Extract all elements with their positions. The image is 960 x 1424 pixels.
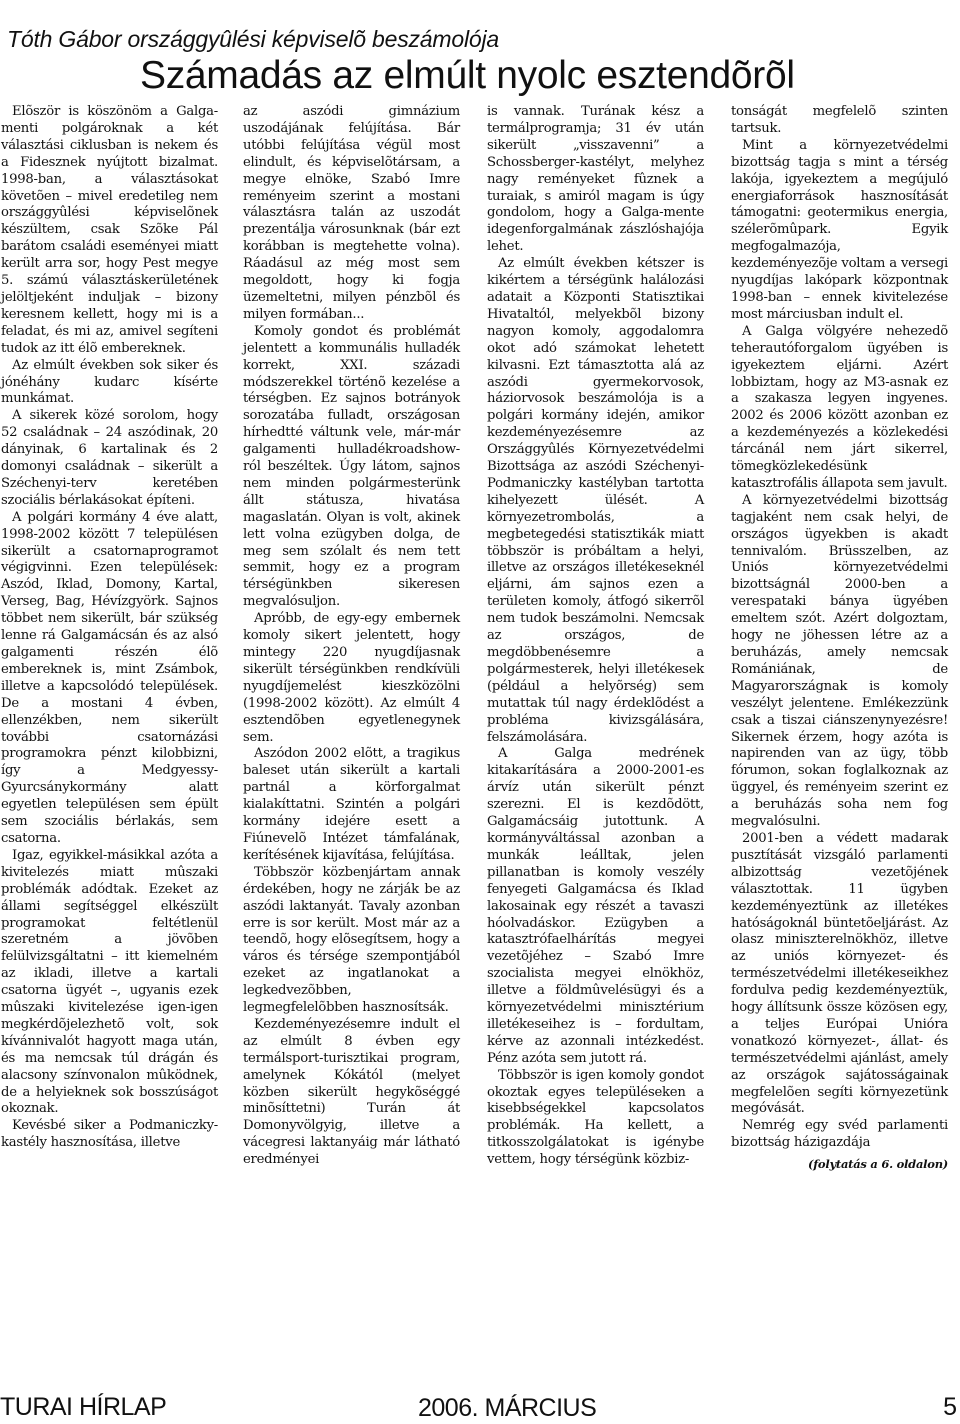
article-column-1 xyxy=(1,104,218,1152)
paragraph: Apróbb, de egy-egy embernek komoly sikert jelentett, hogy mintegy 220 nyugdíjasnak sikerült térségünkben rendkívüli nyugdíjemelést kieszközölni (1998-2002 között). Az elmúlt 4 esztendõben egyetlenegynek sem. xyxy=(243,611,460,745)
article-column-3 xyxy=(487,104,704,1169)
paragraph: A Galga medrének kitakarítására a 2000-2001-es árvíz után sikerült pénzt szerezni. El is kezdõdött, Galgamácsáig jutottunk. A kormányváltással azonban a munkák leálltak, jelen pillanatban is komoly veszély fenyegeti Galgamácsa és Iklad lakosainak egy részét a tavaszi hóolvadáskor. Ezügyben a katasztrófaelhárítás megyei vezetõjéhez – Szabó Imre szocialista megyei elnökhöz, illetve a földmûvelésügyi és a környezetvédelmi minisztérium illetékeseihez is – fordultam, kérve az azonnali intézkedést. Pénz azóta sem jutott rá. xyxy=(487,746,704,1066)
paragraph: A Galga völgyére nehezedõ teherautóforgalom ügyében is igyekeztem eljárni. Azért lobbiztam, hogy az M3-asnak ez a szakasza legyen ingyenes. 2002 és 2006 között azonban ez a kezdeményezés a közlekedési tárcánál nem járt sikerrel, tömegközlekedésünk katasztrofális állapota sem javult. xyxy=(731,323,948,491)
page-number: 5 xyxy=(943,1393,957,1421)
paragraph: A sikerek közé sorolom, hogy 52 családnak – 24 aszódinak, 20 dányinak, 6 kartalinak és 2 domonyi családnak – sikerült a Széchenyi-terv keretében szociális bérlakásokat építeni. xyxy=(1,408,218,508)
paragraph: Kezdeményezésemre indult el az elmúlt 8 évben egy termálsport-turisztikai program, amelynek Kókától (melyet közben sikerült hegykõséggé minõsíttetni) Turán át Domonyvölgyig, illetve a vácegresi laktanyáig már látható eredményei xyxy=(243,1016,460,1168)
paragraph: A környezetvédelmi bizottság tagjaként nem csak helyi, de országos ügyekben is akadt tennivalóm. Brüsszelben, az Uniós környezetvédelmi bizottságnál 2000-ben a verespataki bánya ügyében emeltem szót. Azért dolgoztam, hogy ne jöhessen létre az a beruházás, amely nemcsak Romániának, de Magyarországnak is komoly veszélyt jelentene. Emlékezzünk csak a tiszai ciánszenynyezésre! Sikernek érzem, hogy azóta is napirenden van az ügy, több fórumon, sokan foglalkoznak az üggyel, és reményeim szerint ez a beruházás soha nem fog megvalósulni. xyxy=(731,492,948,830)
paragraph: Többször közbenjártam annak érdekében, hogy ne zárják be az aszódi laktanyát. Tavaly azonban erre is sor került. Most már az a teendõ, hogy elõsegítsem, hogy a város és térsége szempontjából ezeket az ingatlanokat a legkedvezõbben, legmegfelelõbben hasznosítsák. xyxy=(243,864,460,1016)
article-column-2 xyxy=(243,104,460,1169)
paragraph: Az elmúlt években kétszer is kikértem a térségünk halálozási adatait a Központi Statisztikai Hivataltól, melyekbõl bizony nagyon komoly, aggodalomra okot adó számokat lehetett kilvasni. Ezt támasztotta alá az aszódi gyermekorvosok, háziorvosok beszámolója is a polgári kormány idején, amikor kezdeményezésemre az Országgyûlés Környezetvédelmi Bizottsága az aszódi Széchenyi-Podmaniczky kastélyban tartotta kihelyezett ülését. A környezetrombolás, a megbetegedési statisztikák miatt többször is próbáltam a helyi, illetve az országos illetékeseknél eljárni, ám sajnos ezen a területen komoly, átfogó sikerrõl nem tudok beszámolni. Nemcsak az országos, de megdöbbenésemre a polgármesterek, helyi illetékesek (például a helyõrség) sem mutattak túl nagy érdeklõdést a probléma kivizsgálására, felszámolására. xyxy=(487,256,704,745)
paragraph: Aszódon 2002 elõtt, a tragikus baleset után sikerült a kartali partnál a körforgalmat kialakíttatni. Szintén a polgári kormány idejére esett a Fiúnevelõ Intézet támfalának, kerítésének kijavítása, felújítása. xyxy=(243,746,460,863)
issue-date: 2006. MÁRCIUS xyxy=(418,1394,597,1422)
paragraph: 2001-ben a védett madarak pusztítását vizsgáló parlamenti albizottság vezetõjének választottak. 11 ügyben kezdeményeztünk az illetékes hatóságoknál büntetõeljárást. Az olasz miniszterelnökhöz, illetve az uniós környezet- és természetvédelmi illetékeseikhez fordulva pedig kezdeményeztük, hogy állítsunk össze közösen egy, a teljes Európai Unióra vonatkozó környezet-, állat- és természetvédelmi ajánlást, amely az országok sajátosságainak megfelelõen segíti környezetünk megóvását. xyxy=(731,830,948,1117)
continuation-note: (folytatás a 6. oldalon) xyxy=(808,1157,948,1172)
paragraph: is vannak. Turának kész a termálprogramja; 31 év után sikerült „visszavenni” a Schossberger-kastélyt, melyhez nagy reményeket fûznek a turaiak, s amiról magam is úgy gondolom, hogy a Galga-mente idegenforgalmának zászlóshajója lehet. xyxy=(487,104,704,255)
paragraph: Kevésbé siker a Podmaniczky-kastély hasznosítása, illetve xyxy=(1,1118,218,1151)
article-column-4 xyxy=(731,104,948,1173)
page-footer xyxy=(0,1387,960,1424)
paragraph: Elõször is köszönöm a Galga-menti polgároknak a két választási ciklusban is nekem és a Fidesznek nyújtott bizalmat. 1998-ban, a választásokat követõen – mivel eredetileg nem országgyûlési képviselõnek készültem, csak Szõke Pál barátom családi eseményei miatt került arra sor, hogy Pest megye 5. számú választáskerületének jelöltjeként induljak – bizony keresnem kellett, hogy mi is a feladat, és mi az, amivel segíteni tudok az itt élõ embereknek. xyxy=(1,104,218,356)
paragraph: tonságát megfelelõ szinten tartsuk. xyxy=(731,104,948,136)
article-headline: Számadás az elmúlt nyolc esztendõrõl xyxy=(140,54,795,97)
article-kicker: Tóth Gábor országgyûlési képviselõ beszámolója xyxy=(7,26,499,52)
paragraph: Nemrég egy svéd parlamenti bizottság házigazdája xyxy=(731,1118,948,1151)
publication-name: TURAI HÍRLAP xyxy=(0,1393,167,1421)
paragraph: Igaz, egyikkel-másikkal azóta a kivitelezés miatt mûszaki problémák adódtak. Ezeket az állami segítséggel elkészült programokat feltétlenül szeretném a jövõben felülvizsgáltatni – itt kiemelném az ikladi, illetve a kartali csatorna ügyét –, ugyanis ezek mûszaki kivitelezése igen-igen megkérdõjelezhetõ volt, sok kívánnivalót hagyott maga után, és ma nemcsak túl drágán és alacsony színvonalon mûködnek, de a helyieknek sok bosszúságot okoznak. xyxy=(1,847,218,1117)
paragraph: Komoly gondot és problémát jelentett a kommunális hulladék korrekt, XXI. századi módszerekkel történõ kezelése a térségben. Ez sajnos botrányok sorozatába fulladt, országosan hírhedtté váltunk vele, már-már galgamenti hulladékroadshow-ról beszéltek. Úgy látom, sajnos nem minden polgármesterünk állt státusza, hivatása magaslatán. Olyan is volt, akinek lett volna ezügyben dolga, de meg sem szólalt és nem tett semmit, hogy ez a program térségünkben sikeresen megvalósuljon. xyxy=(243,323,460,610)
paragraph: Többször is igen komoly gondot okoztak egyes településeken a kisebbségekkel kapcsolatos problémák. Ha kellett, a titkosszolgálatokat is igénybe vettem, hogy térségünk közbiz- xyxy=(487,1067,704,1168)
paragraph: A polgári kormány 4 éve alatt, 1998-2002 között 7 településen sikerült a csatornaprogramot végigvinni. Ezen települések: Aszód, Iklad, Domony, Kartal, Verseg, Bag, Hévízgyörk. Sajnos többet nem sikerült, bár szükség lenne rá Galgamácsán és az alsó galgamenti részén élõ embereknek is, mint Zsámbok, illetve a kapcsolódó települések. De a mostani 4 évben, ellenzékben, nem sikerült további csatornázási programokra pénzt kilobbizni, így a Medgyessy-Gyurcsánykormány alatt egyetlen településen sem épült sem szociális bérlakás, sem csatorna. xyxy=(1,509,218,846)
paragraph: Mint a környezetvédelmi bizottság tagja s mint a térség lakója, igyekeztem a megújuló energiaforrások hasznosítását támogatni: geotermikus energia, szélerõmûpark. Egyik megfogalmazója, kezdeményezõje voltam a versegi nyugdíjas lakópark központnak 1998-ban – ennek kivitelezése most márciusban indult el. xyxy=(731,137,948,322)
paragraph: az aszódi gimnázium uszodájának felújítása. Bár utóbbi felújítása végül most elindult, és képviselõtársam, a megye elnöke, Szabó Imre reményeim szerint a mostani választásra talán az uszodát prezentálja városunknak (bár ezt korábban is megtehette volna). Ráadásul az még most sem megoldott, hogy ki fogja üzemeltetni, milyen pénzbõl és milyen formában... xyxy=(243,104,460,322)
paragraph: Az elmúlt években sok siker és jónéhány kudarc kísérte munkámat. xyxy=(1,357,218,407)
